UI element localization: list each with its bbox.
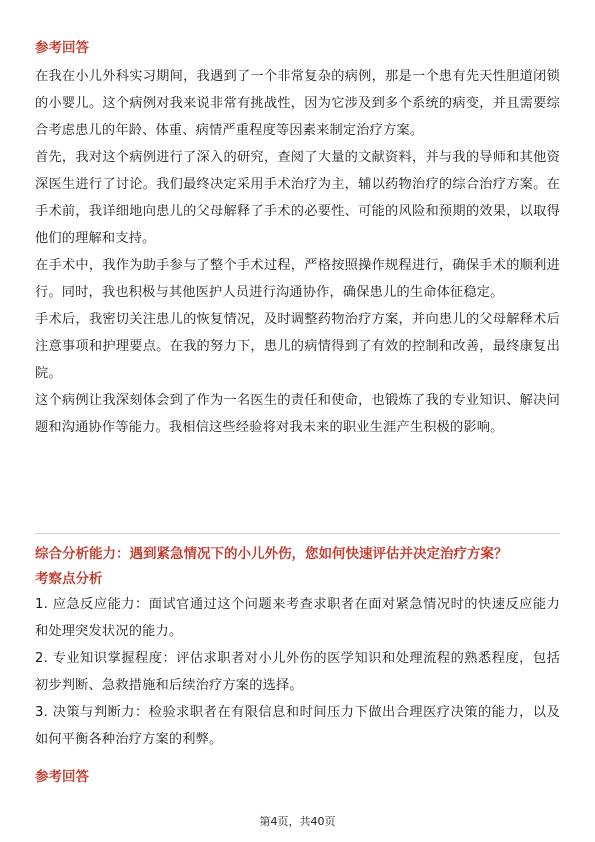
- answer-paragraph-4: 手术后，我密切关注患儿的恢复情况，及时调整药物治疗方案，并向患儿的父母解释术后注意事项和护理要点。在我的努力下，患儿的病情得到了有效的控制和改善，最终康复出院。: [35, 312, 560, 381]
- page-number: 第4页，共40页: [259, 815, 336, 828]
- question-title: 综合分析能力：遇到紧急情况下的小儿外伤，您如何快速评估并决定治疗方案？: [35, 546, 508, 562]
- answer-paragraph-3: 在手术中，我作为助手参与了整个手术过程，严格按照操作规程进行，确保手术的顺利进行。同时，我也积极与其他医护人员进行沟通协作，确保患儿的生命体征稳定。: [35, 258, 560, 300]
- reference-answer-heading: 参考回答: [35, 40, 89, 56]
- question-section: [35, 543, 560, 787]
- analysis-item-1: 1. 应急反应能力：面试官通过这个问题来考查求职者在面对紧急情况时的快速反应能力和处理突发状况的能力。: [35, 597, 560, 639]
- analysis-heading: 考察点分析: [35, 571, 103, 587]
- answer-paragraph-2: 首先，我对这个病例进行了深入的研究，查阅了大量的文献资料，并与我的导师和其他资深医生进行了讨论。我们最终决定采用手术治疗为主，辅以药物治疗的综合治疗方案。在手术前，我详细地向患儿的父母解释了手术的必要性、可能的风险和预期的效果，以取得他们的理解和支持。: [35, 150, 560, 246]
- answer-section-1: [35, 38, 560, 441]
- section-divider: [35, 533, 560, 534]
- reference-answer-heading-2: 参考回答: [35, 769, 89, 785]
- answer-paragraph-1: 在我在小儿外科实习期间，我遇到了一个非常复杂的病例，那是一个患有先天性胆道闭锁的小婴儿。这个病例对我来说非常有挑战性，因为它涉及到多个系统的病变，并且需要综合考虑患儿的年龄、体重、病情严重程度等因素来制定治疗方案。: [35, 69, 560, 138]
- answer-paragraph-5: 这个病例让我深刻体会到了作为一名医生的责任和使命，也锻炼了我的专业知识、解决问题和沟通协作等能力。我相信这些经验将对我未来的职业生涯产生积极的影响。: [35, 393, 560, 435]
- analysis-item-2: 2. 专业知识掌握程度：评估求职者对小儿外伤的医学知识和处理流程的熟悉程度，包括初步判断、急救措施和后续治疗方案的选择。: [35, 651, 560, 693]
- analysis-item-3: 3. 决策与判断力：检验求职者在有限信息和时间压力下做出合理医疗决策的能力，以及如何平衡各种治疗方案的利弊。: [35, 705, 560, 747]
